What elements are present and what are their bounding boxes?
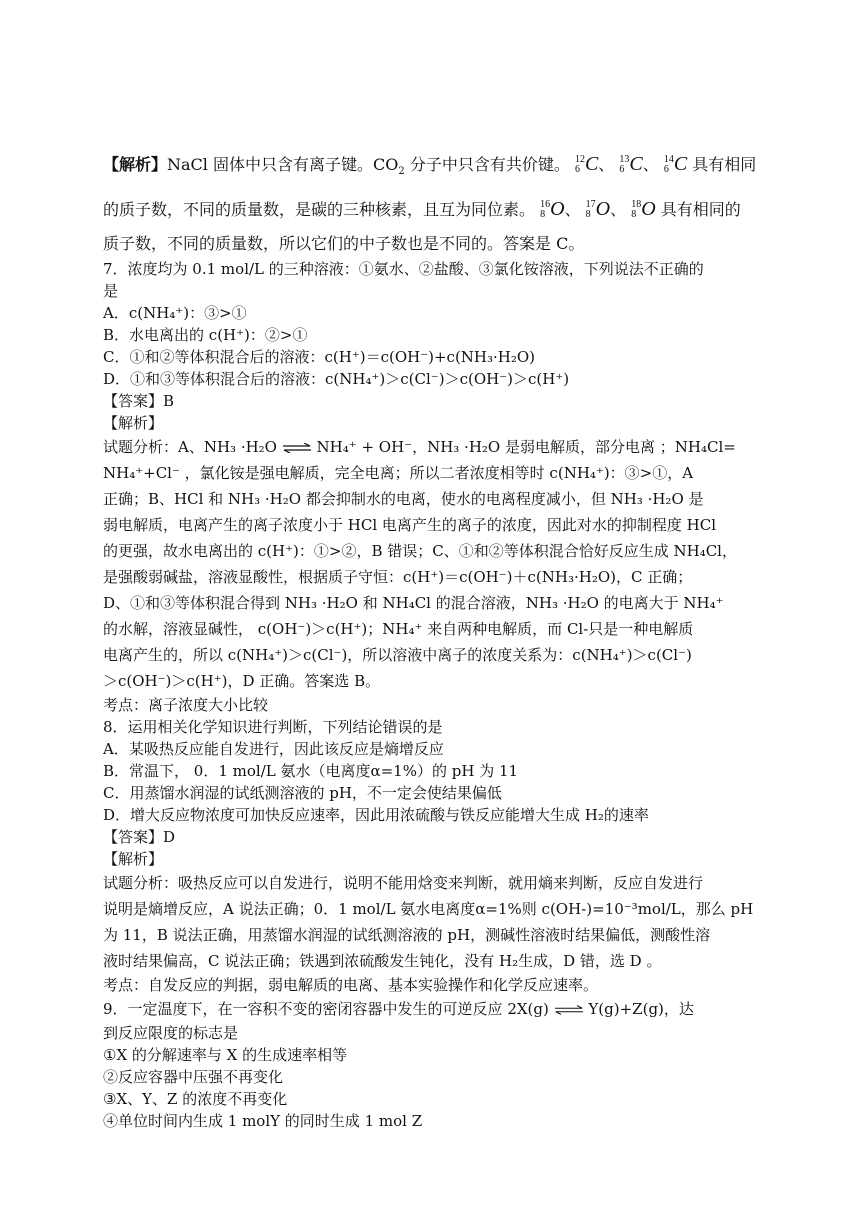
q8-option-a: A．某吸热反应能自发进行，因此该反应是熵增反应 (103, 740, 444, 758)
q7-analysis-line-8: 的水解，溶液显碱性， c(OH⁻)＞c(H⁺)；NH₄⁺ 来自两种电解质，而 Cl-只是一种电解质 (103, 620, 694, 638)
q7-analysis-line-10: ＞c(OH⁻)＞c(H⁺)，D 正确。答案选 B。 (103, 672, 381, 690)
q8-answer: 【答案】D (103, 828, 176, 846)
q7-analysis-line-2: NH₄⁺+Cl⁻ ，氯化铵是强电解质，完全电离；所以二者浓度相等时 c(NH₄⁺)：③>①，A (103, 464, 694, 482)
q8-analysis-tag: 【解析】 (103, 850, 164, 868)
q8-stem: 8．运用相关化学知识进行判断，下列结论错误的是 (103, 718, 443, 736)
analysis-intro-line-3: 质子数，不同的质量数，所以它们的中子数也是不同的。答案是 C。 (103, 234, 585, 253)
q7-option-c: C．①和②等体积混合后的溶液：c(H⁺)＝c(OH⁻)+c(NH₃·H₂O) (103, 348, 536, 366)
q7-analysis-line-6: 是强酸弱碱盐，溶液显酸性，根据质子守恒：c(H⁺)＝c(OH⁻)＋c(NH₃·H₂O)，C 正确； (103, 568, 693, 586)
q8-point: 考点：自发反应的判据，弱电解质的电离、基本实验操作和化学反应速率。 (103, 976, 599, 994)
q7-analysis-line-4: 弱电解质，电离产生的离子浓度小于 HCl 电离产生的离子的浓度，因此对水的抑制程度 HCl (103, 516, 717, 534)
q7-option-a: A．c(NH₄⁺)：③>① (103, 304, 247, 322)
analysis-tag: 【解析】 (103, 155, 168, 174)
q9-statement-4: ④单位时间内生成 1 molY 的同时生成 1 mol Z (103, 1112, 423, 1130)
nuclide-c14: 14 6 C (663, 153, 688, 176)
q7-option-d: D．①和③等体积混合后的溶液：c(NH₄⁺)＞c(Cl⁻)＞c(OH⁻)＞c(H⁺) (103, 370, 570, 388)
q7-analysis-line-3: 正确；B、HCl 和 NH₃ ·H₂O 都会抑制水的电离，使水的电离程度减小，但 NH₃ ·H₂O 是 (103, 490, 704, 508)
q8-option-b: B．常温下， 0．1 mol/L 氨水（电离度α=1%）的 pH 为 11 (103, 762, 519, 780)
q9-statement-3: ③X、Y、Z 的浓度不再变化 (103, 1090, 288, 1108)
equilibrium-arrow-icon (282, 443, 312, 453)
q7-analysis-line-5: 的更强，故水电离出的 c(H⁺)：①>②，B 错误；C、①和②等体积混合恰好反应生成 NH₄Cl， (103, 542, 737, 560)
q9-stem-line-1: 9．一定温度下，在一容积不变的密闭容器中发生的可逆反应 2X(g) Y(g)+Z(g)，达 (103, 1000, 694, 1018)
q9-statement-2: ②反应容器中压强不再变化 (103, 1068, 284, 1086)
q7-analysis-tag: 【解析】 (103, 414, 164, 432)
q7-option-b: B．水电离出的 c(H⁺)：②>① (103, 326, 308, 344)
q7-answer: 【答案】B (103, 392, 175, 410)
q7-analysis-line-9: 电离产生的，所以 c(NH₄⁺)＞c(Cl⁻)，所以溶液中离子的浓度关系为：c(NH₄⁺)＞c(Cl⁻) (103, 646, 692, 664)
q7-stem-line-2: 是 (103, 282, 119, 300)
q7-point: 考点：离子浓度大小比较 (103, 696, 269, 714)
q9-statement-1: ①X 的分解速率与 X 的生成速率相等 (103, 1046, 348, 1064)
nuclide-c13: 13 6 C (619, 153, 643, 176)
q7-stem-line-1: 7．浓度均为 0.1 mol/L 的三种溶液：①氨水、②盐酸、③氯化铵溶液，下列说法不正确的 (103, 260, 704, 278)
nuclide-o18: 18 8 O (631, 198, 656, 221)
q8-analysis-line-1: 试题分析：吸热反应可以自发进行，说明不能用焓变来判断，就用熵来判断，反应自发进行 (103, 874, 704, 892)
q7-analysis-line-7: D、①和③等体积混合得到 NH₃ ·H₂O 和 NH₄Cl 的混合溶液，NH₃ ·H₂O 的电离大于 NH₄⁺ (103, 594, 724, 612)
q8-option-d: D．增大反应物浓度可加快反应速率，因此用浓硫酸与铁反应能增大生成 H₂的速率 (103, 806, 649, 824)
q9-stem-line-2: 到反应限度的标志是 (103, 1024, 239, 1042)
analysis-intro-line-2: 的质子数，不同的质量数，是碳的三种核素，且互为同位素。 16 8 O、 17 8 O、 18 8 O 具有相同的 (103, 198, 741, 221)
q7-analysis-line-1: 试题分析：A、NH₃ ·H₂O NH₄⁺ + OH⁻，NH₃ ·H₂O 是弱电解质，部分电离 ；NH₄Cl= (103, 438, 736, 456)
q8-analysis-line-4: 液时结果偏高，C 说法正确；铁遇到浓硫酸发生钝化，没有 H₂生成，D 错，选 D 。 (103, 952, 662, 970)
analysis-intro-line-1: 【解析】NaCl 固体中只含有离子键。$CO_2$ 分子中只含有共价键。 12 6 C、 13 6 C、 14 6 C 具有相同 (103, 153, 757, 178)
nuclide-c12: 12 6 C (574, 153, 599, 176)
q8-analysis-line-3: 为 11，B 说法正确，用蒸馏水润湿的试纸测溶液的 pH，测碱性溶液时结果偏低，测酸性溶 (103, 926, 711, 944)
nuclide-o17: 17 8 O (585, 198, 611, 221)
q8-option-c: C．用蒸馏水润湿的试纸测溶液的 pH，不一定会使结果偏低 (103, 784, 502, 802)
nuclide-o16: 16 8 O (540, 198, 565, 221)
equilibrium-arrow-icon (554, 1005, 584, 1015)
q8-analysis-line-2: 说明是熵增反应，A 说法正确；0．1 mol/L 氨水电离度α=1%则 c(OH-)=10⁻³mol/L，那么 pH (103, 900, 754, 918)
